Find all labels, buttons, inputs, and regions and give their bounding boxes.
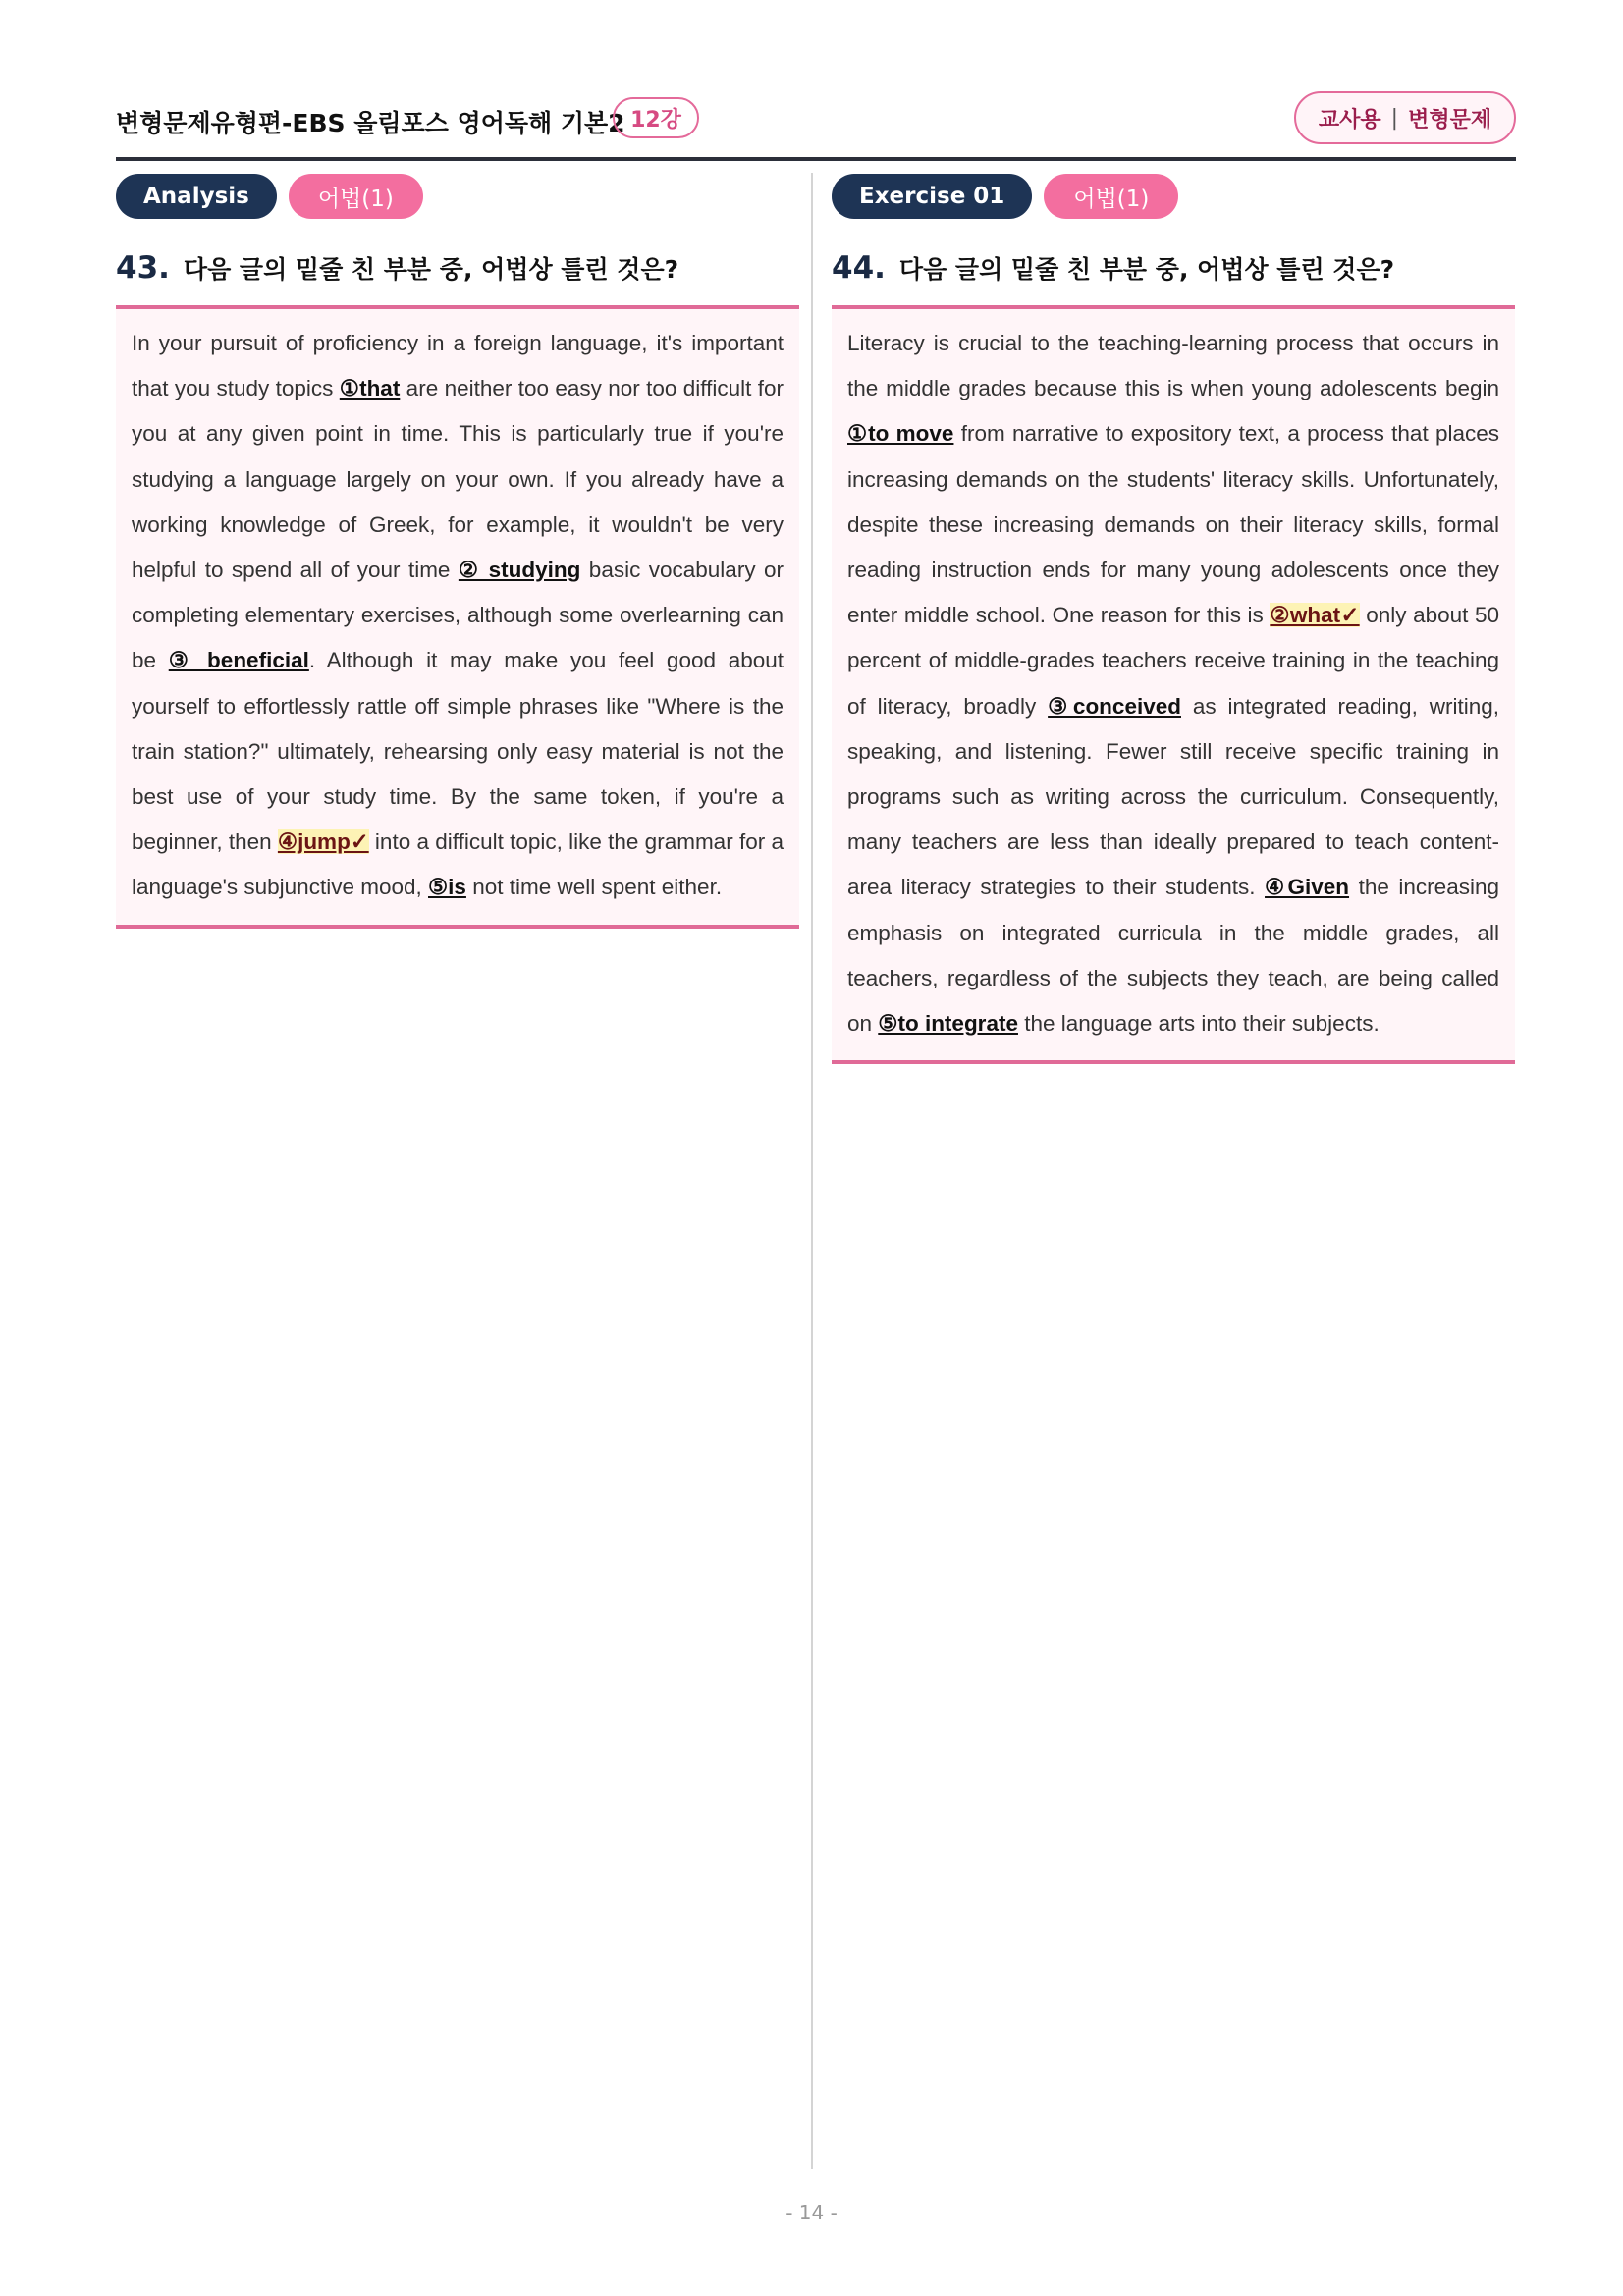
question-number: 44.	[832, 250, 886, 286]
passage-text: Literacy is crucial to the teaching-learning process that occurs in the middle grades because this is when young adolescents begin	[847, 331, 1499, 401]
question-number: 43.	[116, 250, 170, 286]
passage-text: not time well spent either.	[465, 875, 723, 900]
passage-text: from narrative to expository text, a process that places increasing demands on the students' literacy skills. Unfortunately, despite these increasing demands on their literacy skills, formal reading instruction ends for many young adolescents once they enter middle school. One reason for this is	[847, 421, 1499, 628]
passage-text: . Although it may make you feel good about yourself to effortlessly rattle off simple phrases like "Where is the train station?" ultimately, rehearsing only easy material is not the best use of your study time. By the same token, if you're a beginner, then	[132, 648, 784, 855]
page-header	[116, 94, 1516, 161]
underlined-choice-3: ③ beneficial	[168, 648, 309, 673]
type-label: 변형문제	[1408, 107, 1492, 133]
grammar-tag: 어법(1)	[1044, 174, 1178, 219]
right-column	[832, 174, 1515, 1064]
passage-text: In your pursuit of proficiency in a foreign language, it's important that you study topics	[132, 331, 784, 401]
question-heading	[116, 250, 799, 309]
passage-box	[116, 309, 799, 929]
underlined-choice-5: ⑤to integrate	[878, 1011, 1018, 1037]
underlined-choice-1: ①to move	[847, 421, 954, 447]
left-tags	[116, 174, 799, 221]
passage-text: into a difficult topic, like the grammar for a language's subjunctive mood,	[132, 829, 784, 900]
edition-badge	[1294, 91, 1516, 144]
passage-text: the language arts into their subjects.	[1017, 1011, 1380, 1037]
question-text: 다음 글의 밑줄 친 부분 중, 어법상 틀린 것은?	[898, 255, 1395, 284]
exercise-tag: Exercise 01	[832, 174, 1032, 219]
analysis-tag: Analysis	[116, 174, 277, 219]
question-heading	[832, 250, 1515, 309]
underlined-choice-2: ② studying	[458, 558, 581, 583]
underlined-choice-1: ①that	[339, 376, 401, 401]
underlined-choice-3: ③conceived	[1048, 693, 1181, 719]
passage-text: the increasing emphasis on integrated curricula in the middle grades, all teachers, regardless of the subjects they teach, are being called on	[847, 875, 1499, 1037]
answer-choice-2: ②what✓	[1270, 603, 1360, 628]
page-number: - 14 -	[785, 2201, 838, 2224]
left-column	[116, 174, 799, 929]
passage-text: as integrated reading, writing, speaking, and listening. Fewer still receive specific training in programs such as writing across the curriculum. Consequently, many teachers are less than ideally prepared to teach content-area literacy strategies to their students.	[847, 693, 1499, 900]
passage-text: are neither too easy nor too difficult for you at any given point in time. This is particularly true if you're studying a language largely on your own. If you already have a working knowledge of Greek, for example, it wouldn't be very helpful to spend all of your time	[132, 376, 784, 583]
underlined-choice-4: ④Given	[1265, 875, 1350, 900]
grammar-tag: 어법(1)	[289, 174, 423, 219]
question-text: 다음 글의 밑줄 친 부분 중, 어법상 틀린 것은?	[183, 255, 679, 284]
passage-text: basic vocabulary or completing elementary exercises, although some overlearning can be	[132, 558, 784, 673]
answer-choice-4: ④jump✓	[277, 829, 369, 855]
header-title: 변형문제유형편-EBS 올림포스 영어독해 기본2	[116, 109, 625, 137]
badge-separator: |	[1390, 105, 1399, 131]
column-divider	[811, 173, 813, 2169]
passage-box	[832, 309, 1515, 1064]
audience-label: 교사용	[1318, 107, 1381, 133]
right-tags	[832, 174, 1515, 221]
passage-text: only about 50 percent of middle-grades teachers receive training in the teaching of literacy, broadly	[847, 603, 1499, 719]
lesson-badge: 12강	[613, 97, 699, 138]
underlined-choice-5: ⑤is	[428, 875, 466, 900]
